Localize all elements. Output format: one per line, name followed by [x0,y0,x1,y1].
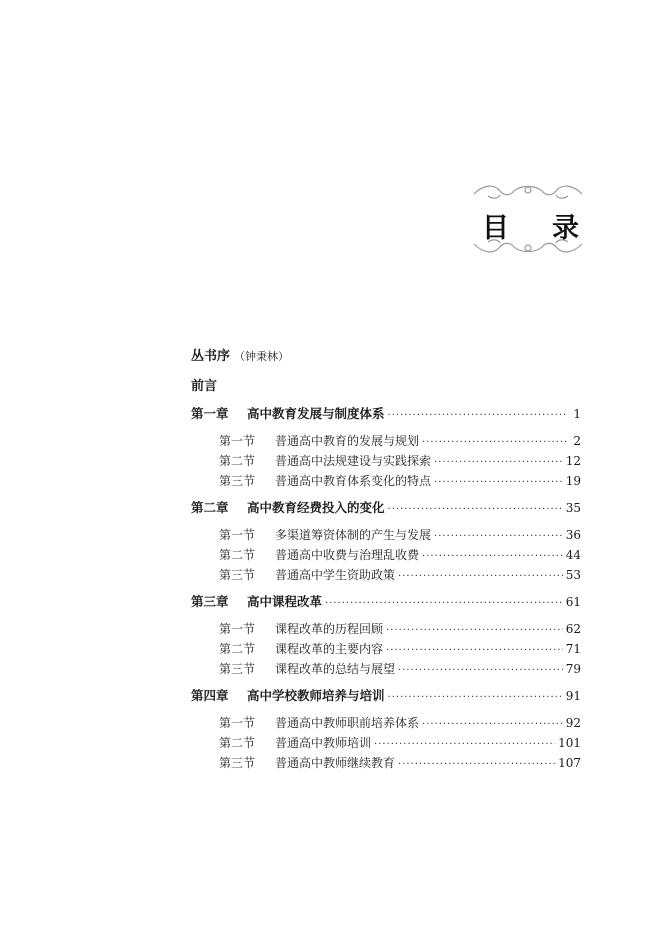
page-number: 35 [565,501,581,515]
section-title: 普通高中学生资助政策 [275,568,396,582]
section-number: 第三节 [219,662,256,676]
section-number: 第一节 [219,528,256,542]
toc-preface[interactable] [191,375,581,399]
toc-chapter-2[interactable] [191,497,581,519]
section-number: 第三节 [219,474,256,488]
toc-title-block [462,182,594,260]
page-number: 101 [558,736,581,750]
page-number: 53 [565,568,581,582]
toc-section-1-3[interactable] [191,471,581,491]
toc-section-1-1[interactable] [191,431,581,451]
chapter-title: 高中课程改革 [247,594,323,609]
section-title: 普通高中教师继续教育 [275,756,396,770]
dot-leader [434,453,563,473]
dot-leader [398,755,555,775]
decorative-flourish-icon [470,238,586,256]
toc-section-4-1[interactable] [191,713,581,733]
section-number: 第二节 [219,736,256,750]
table-of-contents [191,345,581,773]
page-number: 79 [565,662,581,676]
dot-leader [325,593,563,615]
chapter-number: 第三章 [191,594,229,609]
dot-leader [388,405,568,427]
dot-leader [386,621,563,641]
section-number: 第二节 [219,642,256,656]
section-title: 普通高中教育体系变化的特点 [275,474,432,488]
chapter-number: 第一章 [191,406,229,421]
chapter-number: 第二章 [191,500,229,515]
section-number: 第二节 [219,548,256,562]
section-number: 第一节 [219,622,256,636]
chapter-title: 高中学校教师培养与培训 [247,688,385,703]
section-title: 普通高中教育的发展与规划 [275,434,420,448]
section-title: 课程改革的历程回顾 [275,622,384,636]
dot-leader [374,735,555,755]
section-title: 课程改革的总结与展望 [275,662,396,676]
page-number: 44 [565,548,581,562]
section-title: 普通高中法规建设与实践探索 [275,454,432,468]
dot-leader [386,641,563,661]
section-number: 第三节 [219,756,256,770]
chapter-title: 高中教育经费投入的变化 [247,500,385,515]
dot-leader [422,715,563,735]
toc-section-2-2[interactable] [191,545,581,565]
dot-leader [434,527,563,547]
toc-section-3-3[interactable] [191,659,581,679]
toc-section-4-2[interactable] [191,733,581,753]
dot-leader [422,433,568,453]
dot-leader [388,499,563,521]
section-title: 普通高中教师培训 [275,736,372,750]
page-number: 1 [573,407,581,421]
preface-title: 前言 [191,379,218,394]
section-number: 第一节 [219,434,256,448]
toc-section-2-1[interactable] [191,525,581,545]
section-number: 第三节 [219,568,256,582]
section-title: 普通高中教师职前培养体系 [275,716,420,730]
dot-leader [398,661,563,681]
dot-leader [388,687,563,709]
toc-section-3-1[interactable] [191,619,581,639]
toc-title-char-2: 录 [552,213,579,244]
dot-leader [398,567,563,587]
section-title: 普通高中收费与治理乱收费 [275,548,420,562]
chapter-number: 第四章 [191,688,229,703]
toc-chapter-1[interactable] [191,403,581,425]
section-title: 多渠道筹资体制的产生与发展 [275,528,432,542]
section-title: 课程改革的主要内容 [275,642,384,656]
page-number: 71 [565,642,581,656]
dot-leader [434,473,563,493]
page-number: 62 [565,622,581,636]
toc-section-4-3[interactable] [191,753,581,773]
chapter-title: 高中教育发展与制度体系 [247,406,385,421]
page-number: 2 [573,434,581,448]
toc-section-3-2[interactable] [191,639,581,659]
toc-chapter-3[interactable] [191,591,581,613]
page-number: 91 [565,689,581,703]
toc-series-preface[interactable] [191,345,581,369]
page-number: 61 [565,595,581,609]
page-number: 19 [565,474,581,488]
series-preface-title: 丛书序 [191,349,231,364]
section-number: 第一节 [219,716,256,730]
decorative-flourish-icon [470,182,586,200]
toc-chapter-4[interactable] [191,685,581,707]
page-number: 12 [565,454,581,468]
toc-section-2-3[interactable] [191,565,581,585]
toc-section-1-2[interactable] [191,451,581,471]
page-number: 36 [565,528,581,542]
dot-leader [422,547,563,567]
page-number: 107 [558,756,581,770]
section-number: 第二节 [219,454,256,468]
page-number: 92 [565,716,581,730]
series-preface-author: （钟秉林） [234,350,290,363]
toc-title-char-1: 目 [482,213,509,244]
